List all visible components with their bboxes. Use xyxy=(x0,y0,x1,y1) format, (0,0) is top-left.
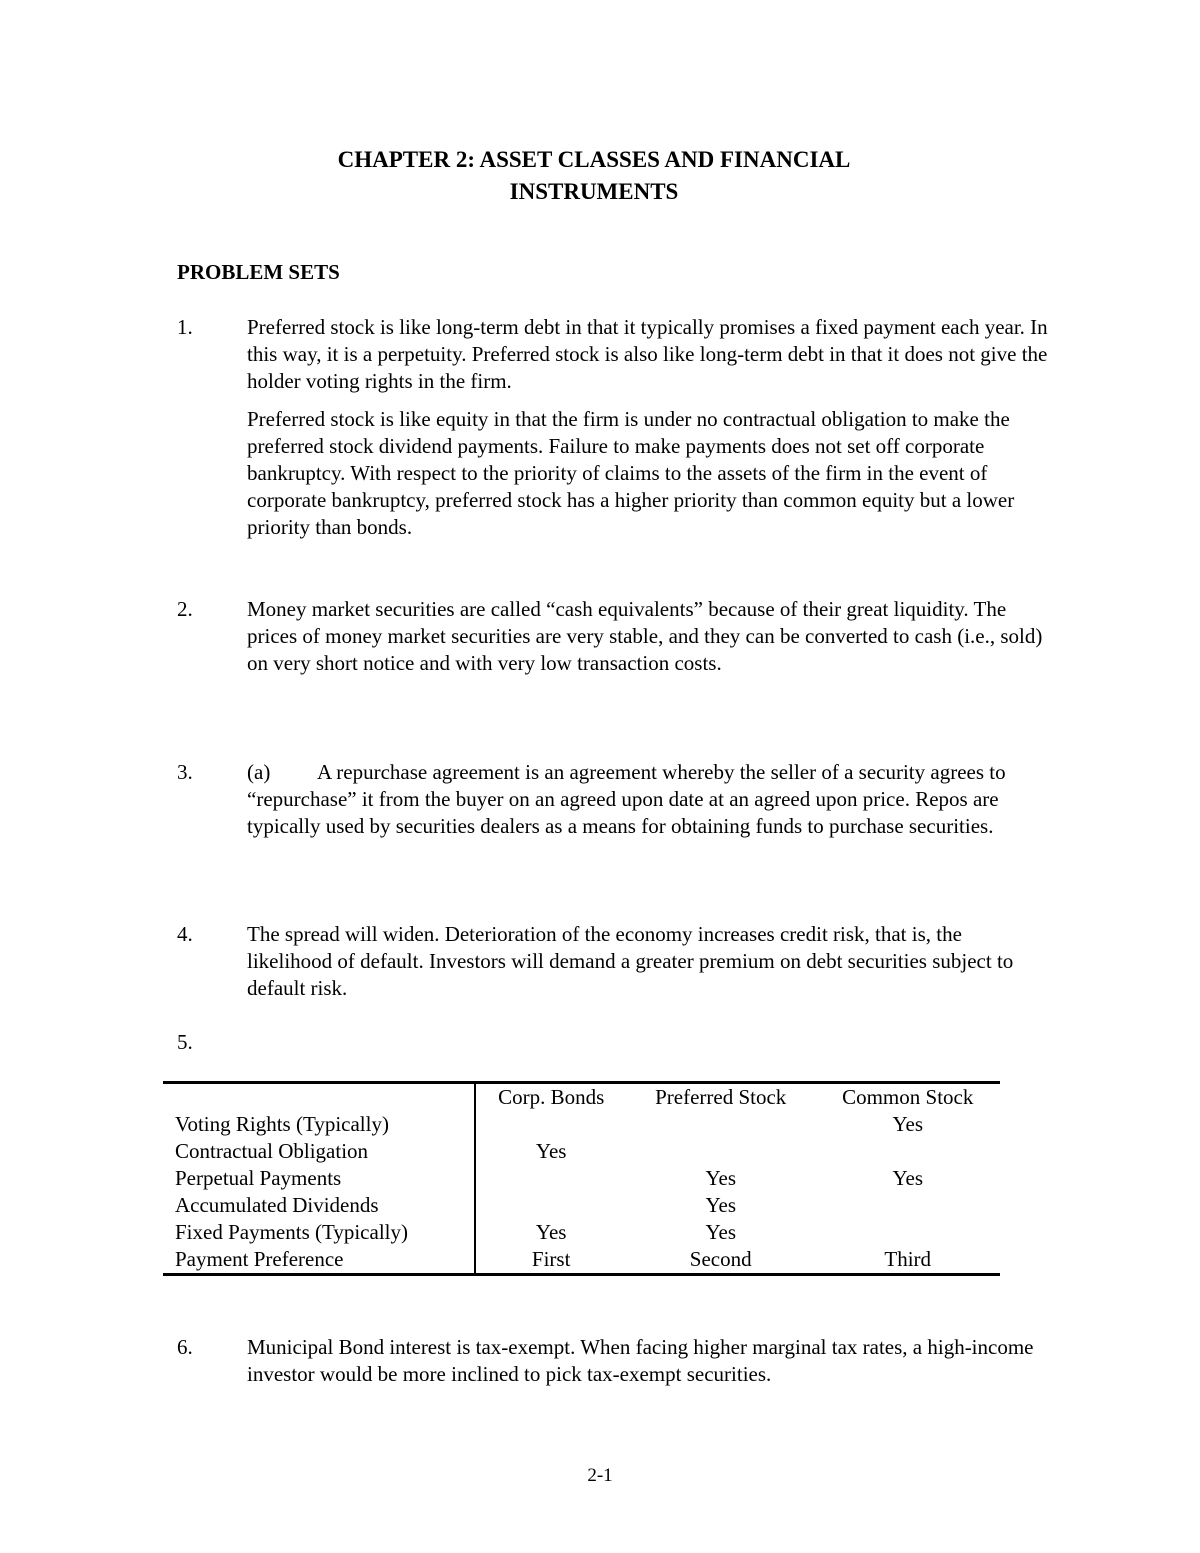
table-row xyxy=(163,1219,1000,1246)
table-row-label: Fixed Payments (Typically) xyxy=(163,1219,475,1246)
table-cell xyxy=(815,1219,1000,1246)
table-row xyxy=(163,1192,1000,1219)
table-cell: Second xyxy=(626,1246,815,1275)
item-body xyxy=(247,1334,1052,1399)
table-cell: Yes xyxy=(535,1139,567,1163)
item-number: 2. xyxy=(177,597,193,621)
item-paragraph: Preferred stock is like equity in that the firm is under no contractual obligation to make the preferred stock dividend payments. Failure to make payments does not set off corporate bankruptcy. With respect to the priority of claims to the assets of the firm in the event of corporate bankruptcy, preferred stock has a higher priority than common equity but a lower priority than bonds. xyxy=(247,407,1015,539)
item-number: 4. xyxy=(177,922,193,946)
table-row-label: Voting Rights (Typically) xyxy=(163,1111,475,1138)
table-row xyxy=(163,1138,1000,1165)
item-number: 1. xyxy=(177,315,193,339)
table-cell xyxy=(626,1111,815,1138)
page-number: 2-1 xyxy=(587,1465,613,1486)
table-row-label: Payment Preference xyxy=(163,1246,475,1275)
item-body xyxy=(247,759,1052,851)
table-row xyxy=(163,1111,1000,1138)
table-cell: Yes xyxy=(705,1220,736,1244)
table-cell xyxy=(815,1138,1000,1165)
item-body xyxy=(247,314,1052,552)
table-row-label: Perpetual Payments xyxy=(163,1165,475,1192)
table-cell: Yes xyxy=(892,1112,923,1136)
table-cell: Third xyxy=(815,1246,1000,1275)
sub-part-label: (a) xyxy=(247,760,271,784)
table-cell xyxy=(815,1192,1000,1219)
table-cell: Yes xyxy=(535,1220,567,1244)
chapter-title-line-1: CHAPTER 2: ASSET CLASSES AND FINANCIAL xyxy=(337,147,851,172)
table-header-cell: Corp. Bonds xyxy=(475,1083,626,1112)
table-header-row xyxy=(163,1083,1000,1112)
table-cell xyxy=(626,1138,815,1165)
chapter-title-line-2: INSTRUMENTS xyxy=(509,179,679,204)
table-cell: Yes xyxy=(705,1166,736,1190)
table-row-label: Contractual Obligation xyxy=(163,1138,475,1165)
comparison-table xyxy=(163,1081,1000,1276)
item-paragraph: Preferred stock is like long-term debt in that it typically promises a fixed payment each year. In this way, it is a perpetuity. Preferred stock is also like long-term debt in that it does not give the holder voting rights in the firm. xyxy=(247,315,1048,393)
table-row xyxy=(163,1246,1000,1275)
table-header-cell xyxy=(163,1083,475,1112)
table-cell: Yes xyxy=(705,1193,736,1217)
item-number: 3. xyxy=(177,760,193,784)
section-heading: PROBLEM SETS xyxy=(177,260,340,284)
table-cell xyxy=(475,1165,626,1192)
table-cell xyxy=(475,1192,626,1219)
item-paragraph: Municipal Bond interest is tax-exempt. When facing higher marginal tax rates, a high-income investor would be more inclined to pick tax-exempt securities. xyxy=(247,1335,1034,1386)
table-cell: Yes xyxy=(892,1166,923,1190)
item-body xyxy=(247,921,1052,1013)
table-header-cell: Common Stock xyxy=(815,1083,1000,1112)
item-body xyxy=(247,596,1052,688)
table-row xyxy=(163,1165,1000,1192)
item-paragraph: The spread will widen. Deterioration of the economy increases credit risk, that is, the likelihood of default. Investors will demand a greater premium on debt securities subject to default risk. xyxy=(247,922,1014,1000)
item-paragraph xyxy=(247,759,1052,840)
item-paragraph-text: A repurchase agreement is an agreement whereby the seller of a security agrees to “repurchase” it from the buyer on an agreed upon date at an agreed upon price. Repos are typically used by securities dealers as a means for obtaining funds to purchase securities. xyxy=(247,760,1006,838)
table-row-label: Accumulated Dividends xyxy=(163,1192,475,1219)
item-number: 6. xyxy=(177,1335,193,1359)
item-paragraph: Money market securities are called “cash equivalents” because of their great liquidity. The prices of money market securities are very stable, and they can be converted to cash (i.e., sold) on very short notice and with very low transaction costs. xyxy=(247,597,1043,675)
item-number: 5. xyxy=(177,1030,193,1054)
table-cell xyxy=(475,1111,626,1138)
table-cell: First xyxy=(475,1246,626,1275)
table-header-cell: Preferred Stock xyxy=(626,1083,815,1112)
